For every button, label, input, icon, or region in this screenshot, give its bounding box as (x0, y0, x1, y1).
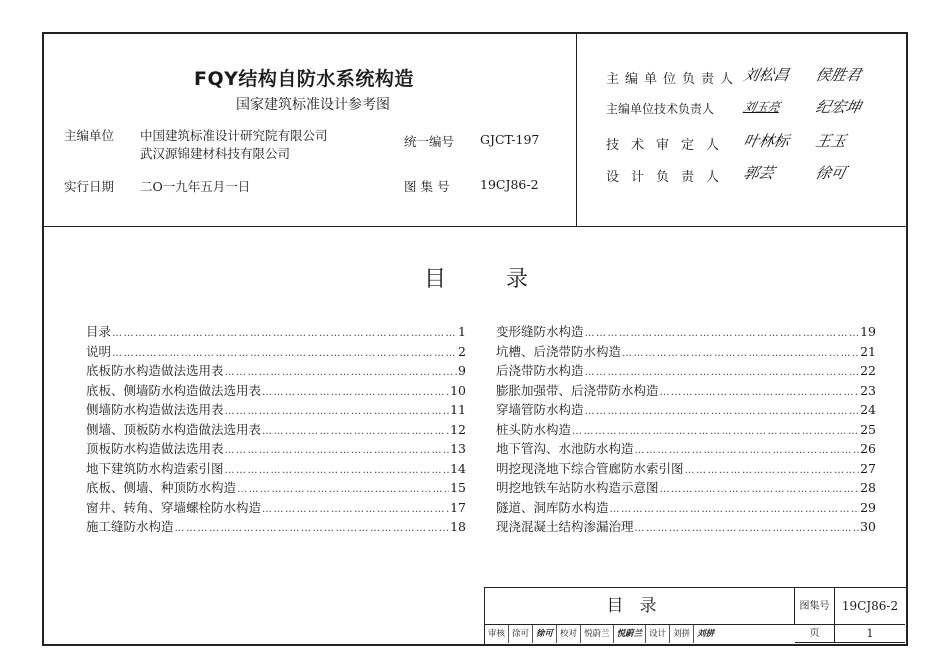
toc-entry[interactable]: 坑槽、后浇带防水构造 …………………………………………………………………………………………………………………………………………………… 21 (496, 342, 876, 362)
toc-entry[interactable]: 穿墙管防水构造 …………………………………………………………………………………………………………………………………………………… 24 (496, 400, 876, 420)
editor-unit-label: 主编单位 (64, 128, 115, 143)
review-signature: 徐可 (533, 625, 557, 643)
atlas-title: FQY结构自防水系统构造 (194, 68, 414, 90)
toc-entry[interactable]: 侧墙、顶板防水构造做法选用表 …………………………………………………………………………………………………………………………………………………… 12 (86, 420, 466, 440)
toc-entry[interactable]: 隧道、洞库防水构造 …………………………………………………………………………………………………………………………………………………… 29 (496, 498, 876, 518)
uniform-no: GJCT-197 (480, 132, 540, 147)
toc-entry[interactable]: 变形缝防水构造 …………………………………………………………………………………………………………………………………………………… 19 (496, 322, 876, 342)
toc-entry[interactable]: 窗井、转角、穿墙螺栓防水构造 …………………………………………………………………………………………………………………………………………………… 17 (86, 498, 466, 518)
title-block (484, 587, 906, 644)
signature-2b: 纪宏坤 (813, 98, 863, 116)
toc-entry[interactable]: 顶板防水构造做法选用表 …………………………………………………………………………………………………………………………………………………… 13 (86, 439, 466, 459)
title-block-page-no: 1 (835, 625, 905, 643)
toc-entry[interactable]: 后浇带防水构造 …………………………………………………………………………………………………………………………………………………… 22 (496, 361, 876, 381)
atlas-no: 19CJ86-2 (480, 177, 539, 192)
uniform-no-label: 统一编号 (404, 134, 455, 149)
signature-3a: 叶林标 (741, 132, 791, 150)
signature-role-4: 设计负责人 (606, 170, 732, 185)
atlas-no-label: 图 集 号 (404, 179, 450, 194)
toc-entry[interactable]: 底板防水构造做法选用表 …………………………………………………………………………………………………………………………………………………… 9 (86, 361, 466, 381)
check-label: 校对 (557, 625, 581, 643)
header-vertical-divider (576, 34, 577, 226)
toc-entry[interactable]: 明挖地铁车站防水构造示意图 …………………………………………………………………………………………………………………………………………………… 28 (496, 478, 876, 498)
signature-3b: 王玉 (813, 132, 848, 150)
signature-1b: 侯胜君 (813, 66, 863, 84)
toc-entry[interactable]: 膨胀加强带、后浇带防水构造 …………………………………………………………………………………………………………………………………………………… 23 (496, 381, 876, 401)
date-value: 二O一九年五月一日 (140, 179, 251, 194)
toc-entry[interactable]: 桩头防水构造 …………………………………………………………………………………………………………………………………………………… 25 (496, 420, 876, 440)
signature-role-2: 主编单位技术负责人 (606, 102, 715, 116)
toc-entry[interactable]: 底板、侧墙防水构造做法选用表 …………………………………………………………………………………………………………………………………………………… 10 (86, 381, 466, 401)
signature-role-3: 技术审定人 (606, 138, 732, 153)
toc-heading-left: 目 (424, 267, 448, 292)
editor-unit-line-1: 中国建筑标准设计研究院有限公司 (140, 128, 328, 143)
signature-2a: 刘玉亮 (742, 100, 782, 114)
signature-4b: 徐可 (813, 164, 848, 182)
design-label: 设计 (646, 625, 670, 643)
review-label: 审核 (485, 625, 509, 643)
header-horizontal-divider (44, 226, 906, 227)
toc-entry[interactable]: 地下管沟、水池防水构造 …………………………………………………………………………………………………………………………………………………… 26 (496, 439, 876, 459)
design-name: 刘拼 (670, 625, 694, 643)
title-block-page-label: 页 (795, 625, 835, 643)
drawing-frame (42, 32, 908, 646)
editor-unit-line-2: 武汉源锦建材科技有限公司 (140, 146, 291, 161)
toc-entry[interactable]: 侧墙防水构造做法选用表 …………………………………………………………………………………………………………………………………………………… 11 (86, 400, 466, 420)
review-name: 徐可 (509, 625, 533, 643)
signature-4a: 郭芸 (741, 164, 776, 182)
check-name: 悦蔚兰 (581, 625, 614, 643)
design-signature: 刘拼 (697, 629, 715, 639)
toc-heading-right: 录 (506, 267, 530, 292)
toc-right-column (496, 322, 876, 537)
date-label: 实行日期 (64, 179, 115, 194)
toc-entry[interactable]: 底板、侧墙、种顶防水构造 …………………………………………………………………………………………………………………………………………………… 15 (86, 478, 466, 498)
title-block-atlas-no: 19CJ86-2 (835, 588, 905, 625)
toc-entry[interactable]: 地下建筑防水构造索引图 …………………………………………………………………………………………………………………………………………………… 14 (86, 459, 466, 479)
title-block-title: 目录 (485, 588, 795, 625)
toc-entry[interactable]: 现浇混凝土结构渗漏治理 …………………………………………………………………………………………………………………………………………………… 30 (496, 517, 876, 537)
toc-entry[interactable]: 目录 …………………………………………………………………………………………………………………………………………………… 1 (86, 322, 466, 342)
toc-entry[interactable]: 说明 …………………………………………………………………………………………………………………………………………………… 2 (86, 342, 466, 362)
toc-entry[interactable]: 明挖现浇地下综合管廊防水索引图 …………………………………………………………………………………………………………………………………………………… 27 (496, 459, 876, 479)
title-block-atlas-label: 图集号 (795, 588, 835, 625)
check-signature: 悦蔚兰 (614, 625, 647, 643)
toc-entry[interactable]: 施工缝防水构造 …………………………………………………………………………………………………………………………………………………… 18 (86, 517, 466, 537)
title-block-signoff-row (485, 625, 795, 643)
signature-1a: 刘松昌 (741, 66, 791, 84)
atlas-subtitle: 国家建筑标准设计参考图 (236, 97, 390, 113)
signature-role-1: 主编单位负责人 (606, 72, 740, 87)
toc-left-column (86, 322, 466, 537)
